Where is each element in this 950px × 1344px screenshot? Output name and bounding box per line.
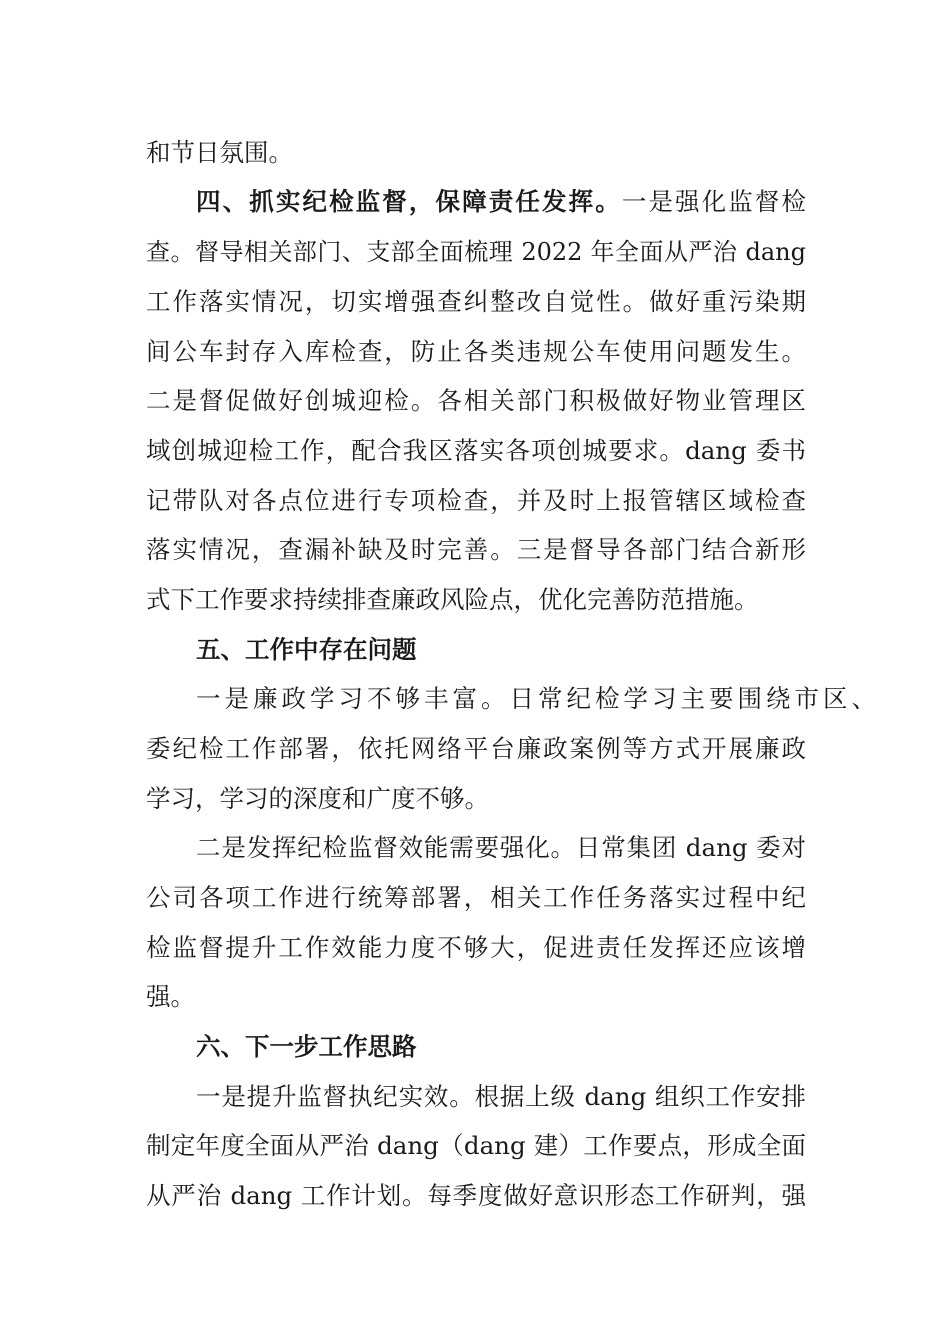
paragraph-line (196, 684, 876, 714)
paragraph-line (146, 734, 806, 764)
line-text: 二是督促做好创城迎检。各相关部门积极做好物业管理区 (146, 386, 806, 415)
line-text: 查。督导相关部门、支部全面梳理 2022 年全面从严治 dang (146, 238, 806, 266)
section-5-title (196, 635, 806, 665)
paragraph-line (146, 585, 806, 615)
paragraph-line (146, 337, 806, 367)
paragraph-line (146, 486, 806, 516)
paragraph-line (146, 535, 806, 565)
paragraph-line (196, 1082, 806, 1112)
line-text: 从严治 dang 工作计划。每季度做好意识形态工作研判，强 (146, 1181, 806, 1210)
paragraph-line (146, 287, 806, 317)
section-4-first-line (196, 187, 806, 217)
paragraph-line (146, 386, 806, 416)
line-text: 二是发挥纪检监督效能需要强化。日常集团 dang 委对 (196, 833, 806, 862)
section-4-title: 四、抓实纪检监督，保障责任发挥。 (196, 187, 622, 216)
line-text: 公司各项工作进行统筹部署，相关工作任务落实过程中纪 (146, 883, 806, 912)
line-text: 和节日氛围。 (146, 138, 293, 167)
paragraph-line (146, 1181, 806, 1211)
paragraph-line (146, 237, 806, 267)
paragraph-line (146, 1131, 806, 1161)
line-text: 一是提升监督执纪实效。根据上级 dang 组织工作安排 (196, 1082, 806, 1111)
line-text: 一是强化监督检 (621, 187, 807, 216)
line-text: 检监督提升工作效能力度不够大，促进责任发挥还应该增 (146, 933, 806, 962)
section-6-title (196, 1032, 806, 1062)
paragraph-line (146, 784, 806, 814)
heading-text: 五、工作中存在问题 (196, 635, 417, 664)
line-text: 强。 (146, 982, 195, 1011)
line-text: 式下工作要求持续排查廉政风险点，优化完善防范措施。 (146, 585, 759, 614)
paragraph-line (146, 933, 806, 963)
paragraph-line (196, 833, 806, 863)
paragraph-line (146, 982, 806, 1012)
line-text: 记带队对各点位进行专项检查，并及时上报管辖区域检查 (146, 486, 806, 515)
line-text: 一是廉政学习不够丰富。日常纪检学习主要围绕市区、 (196, 684, 876, 713)
paragraph-line (146, 883, 806, 913)
line-text: 制定年度全面从严治 dang（dang 建）工作要点，形成全面 (146, 1131, 806, 1160)
line-text: 工作落实情况，切实增强查纠整改自觉性。做好重污染期 (146, 287, 806, 316)
line-text: 委纪检工作部署，依托网络平台廉政案例等方式开展廉政 (146, 734, 806, 763)
paragraph-line (146, 436, 806, 466)
paragraph-line (146, 138, 806, 168)
line-text: 落实情况，查漏补缺及时完善。三是督导各部门结合新形 (146, 535, 806, 564)
line-text: 域创城迎检工作，配合我区落实各项创城要求。dang 委书 (146, 436, 806, 465)
line-text: 间公车封存入库检查，防止各类违规公车使用问题发生。 (146, 337, 806, 366)
line-text: 学习，学习的深度和广度不够。 (146, 784, 489, 813)
heading-text: 六、下一步工作思路 (196, 1032, 417, 1061)
